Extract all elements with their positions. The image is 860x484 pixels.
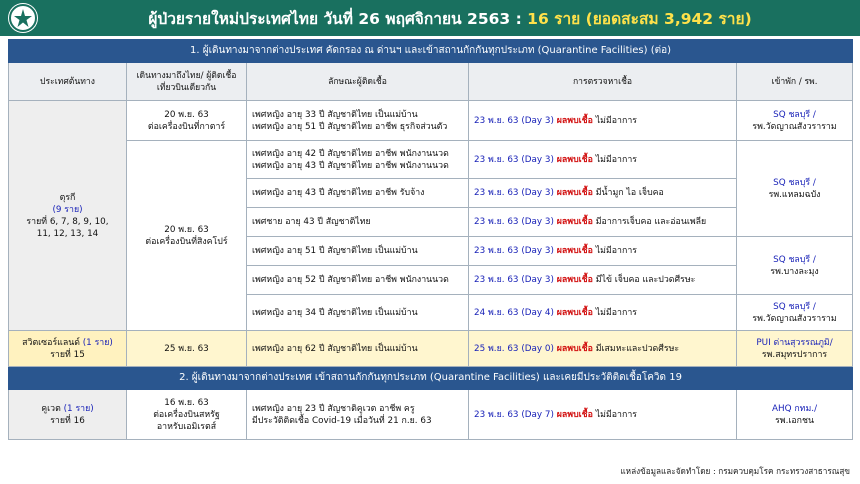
section2-title: 2. ผู้เดินทางมาจากต่างประเทศ เข้าสถานกักกันทุกประเภท (Quarantine Facilities) และเคยมีประวัติติดเชื้อโควิด 19 bbox=[9, 367, 853, 390]
facility-cell: AHQ กทม./ รพ.เอกชน bbox=[737, 390, 853, 440]
section1-title: 1. ผู้เดินทางมาจากต่างประเทศ คัดกรอง ณ ด่านฯ และเข้าสถานกักกันทุกประเภท (Quarantine Facilities) (ต่อ) bbox=[9, 40, 853, 63]
col-test: การตรวจหาเชื้อ bbox=[469, 63, 737, 101]
page-title bbox=[50, 6, 850, 30]
cases-table bbox=[8, 39, 853, 440]
facility-cell: SQ ชลบุรี / รพ.แหลมฉบัง bbox=[737, 141, 853, 237]
test-cell: 23 พ.ย. 63 (Day 7) ผลพบเชื้อ ไม่มีอาการ bbox=[469, 390, 737, 440]
col-origin: ประเทศต้นทาง bbox=[9, 63, 127, 101]
patient-cell: เพศหญิง อายุ 23 ปี สัญชาติคูเวต อาชีพ ครู มีประวัติติดเชื้อ Covid-19 เมื่อวันที่ 21 ก.ย. 63 bbox=[247, 390, 469, 440]
arrival-cell: 16 พ.ย. 63 ต่อเครื่องบินสหรัฐ อาหรับเอมิเรตส์ bbox=[127, 390, 247, 440]
source-footer: แหล่งข้อมูลและจัดทำโดย : กรมควบคุมโรค กระทรวงสาธารณสุข bbox=[620, 466, 850, 476]
patient-cell: เพศหญิง อายุ 42 ปี สัญชาติไทย อาชีพ พนักงานนวด เพศหญิง อายุ 43 ปี สัญชาติไทย อาชีพ พนักงานนวด bbox=[247, 141, 469, 179]
patient-cell: เพศหญิง อายุ 43 ปี สัญชาติไทย อาชีพ รับจ้าง bbox=[247, 179, 469, 208]
patient-cell: เพศหญิง อายุ 62 ปี สัญชาติไทย เป็นแม่บ้าน bbox=[247, 331, 469, 367]
facility-cell: SQ ชลบุรี / รพ.วัดญาณสังวราราม bbox=[737, 295, 853, 331]
test-cell: 23 พ.ย. 63 (Day 3) ผลพบเชื้อ ไม่มีอาการ bbox=[469, 237, 737, 266]
patient-cell: เพศหญิง อายุ 52 ปี สัญชาติไทย อาชีพ พนักงานนวด bbox=[247, 266, 469, 295]
origin-turkey: ตุรกี (9 ราย) รายที่ 6, 7, 8, 9, 10, 11, 12, 13, 14 bbox=[9, 101, 127, 331]
title-main: ผู้ป่วยรายใหม่ประเทศไทย วันที่ 26 พฤศจิกายน 2563 : bbox=[148, 10, 522, 28]
table-row bbox=[9, 390, 853, 440]
test-cell: 23 พ.ย. 63 (Day 3) ผลพบเชื้อ มีไข้ เจ็บคอ และปวดศีรษะ bbox=[469, 266, 737, 295]
test-cell: 25 พ.ย. 63 (Day 0) ผลพบเชื้อ มีเสมหะและปวดศีรษะ bbox=[469, 331, 737, 367]
table-row bbox=[9, 141, 853, 179]
section1-row bbox=[9, 40, 853, 63]
facility-cell: SQ ชลบุรี / รพ.วัดญาณสังวราราม bbox=[737, 101, 853, 141]
page-header bbox=[0, 0, 860, 36]
test-cell: 23 พ.ย. 63 (Day 3) ผลพบเชื้อ มีอาการเจ็บคอ และอ่อนเพลีย bbox=[469, 208, 737, 237]
column-header-row bbox=[9, 63, 853, 101]
patient-cell: เพศชาย อายุ 43 ปี สัญชาติไทย bbox=[247, 208, 469, 237]
col-patient: ลักษณะผู้ติดเชื้อ bbox=[247, 63, 469, 101]
section2-row bbox=[9, 367, 853, 390]
arrival-cell: 25 พ.ย. 63 bbox=[127, 331, 247, 367]
patient-cell: เพศหญิง อายุ 34 ปี สัญชาติไทย เป็นแม่บ้าน bbox=[247, 295, 469, 331]
table-row bbox=[9, 101, 853, 141]
test-cell: 23 พ.ย. 63 (Day 3) ผลพบเชื้อ มีน้ำมูก ไอ เจ็บคอ bbox=[469, 179, 737, 208]
arrival-cell: 20 พ.ย. 63 ต่อเครื่องบินที่สิงคโปร์ bbox=[127, 141, 247, 331]
table-row bbox=[9, 331, 853, 367]
facility-cell: PUI ด่านสุวรรณภูมิ/ รพ.สมุทรปราการ bbox=[737, 331, 853, 367]
patient-cell: เพศหญิง อายุ 33 ปี สัญชาติไทย เป็นแม่บ้าน เพศหญิง อายุ 51 ปี สัญชาติไทย อาชีพ ธุรกิจส่วนตัว bbox=[247, 101, 469, 141]
col-facility: เข้าพัก / รพ. bbox=[737, 63, 853, 101]
origin-switzerland: สวิตเซอร์แลนด์ (1 ราย) รายที่ 15 bbox=[9, 331, 127, 367]
col-arrival: เดินทางมาถึงไทย/ ผู้ติดเชื้อเที่ยวบินเดียวกัน bbox=[127, 63, 247, 101]
patient-cell: เพศหญิง อายุ 51 ปี สัญชาติไทย เป็นแม่บ้าน bbox=[247, 237, 469, 266]
test-cell: 23 พ.ย. 63 (Day 3) ผลพบเชื้อ ไม่มีอาการ bbox=[469, 101, 737, 141]
facility-cell: SQ ชลบุรี / รพ.บางละมุง bbox=[737, 237, 853, 295]
origin-kuwait: คูเวต (1 ราย) รายที่ 16 bbox=[9, 390, 127, 440]
test-cell: 23 พ.ย. 63 (Day 3) ผลพบเชื้อ ไม่มีอาการ bbox=[469, 141, 737, 179]
ministry-emblem-icon bbox=[8, 3, 38, 33]
title-highlight: 16 ราย (ยอดสะสม 3,942 ราย) bbox=[527, 10, 752, 28]
test-cell: 24 พ.ย. 63 (Day 4) ผลพบเชื้อ ไม่มีอาการ bbox=[469, 295, 737, 331]
arrival-cell: 20 พ.ย. 63 ต่อเครื่องบินที่กาตาร์ bbox=[127, 101, 247, 141]
